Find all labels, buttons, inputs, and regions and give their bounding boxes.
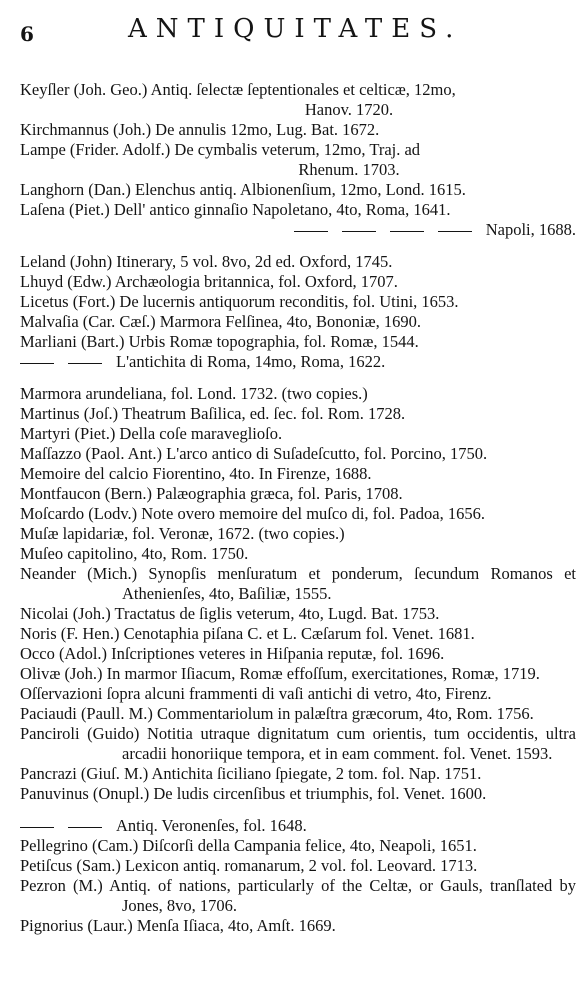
bibliography-entry: [20, 704, 576, 724]
bibliography-entry: [20, 252, 576, 272]
bibliography-entry: [20, 80, 576, 120]
entry-text: Oſſervazioni ſopra alcuni frammenti di vaſi antichi di vetro, 4to, Firenz.: [20, 684, 492, 703]
entry-text: Neander (Mich.) Synopſis menſuratum et ponderum, ſecundum Romanos et Athenienſes, 4to, Baſiliæ, 1555.: [20, 564, 576, 603]
running-title: ANTIQUITATES.: [128, 14, 463, 44]
entry-text: Montfaucon (Bern.) Palæographia græca, fol. Paris, 1708.: [20, 484, 403, 503]
bibliography-entry: [20, 312, 576, 332]
bibliography-entry: [20, 644, 576, 664]
entry-text: Martinus (Joſ.) Theatrum Baſilica, ed. ſec. fol. Rom. 1728.: [20, 404, 406, 423]
entry-text: Occo (Adol.) Inſcriptiones veteres in Hiſpania reputæ, fol. 1696.: [20, 644, 445, 663]
ditto-dash: [68, 363, 102, 364]
bibliography-entry: [20, 352, 576, 372]
entry-text: Panuvinus (Onupl.) De ludis circenſibus et triumphis, fol. Venet. 1600.: [20, 784, 487, 803]
bibliography-entry: [20, 856, 576, 876]
entry-text: Memoire del calcio Fiorentino, 4to. In Firenze, 1688.: [20, 464, 372, 483]
ditto-dash: [68, 827, 102, 828]
entry-text: Muſeo capitolino, 4to, Rom. 1750.: [20, 544, 249, 563]
bibliography-entry: [20, 200, 576, 220]
bibliography-entry: [20, 484, 576, 504]
entry-text: Licetus (Fort.) De lucernis antiquorum reconditis, fol. Utini, 1653.: [20, 292, 459, 311]
entry-text: Martyri (Piet.) Della coſe maraveglioſo.: [20, 424, 283, 443]
ditto-dash: [390, 231, 424, 232]
bibliography-entry: [20, 624, 576, 644]
entry-text: Moſcardo (Lodv.) Note overo memoire del muſco di, fol. Padoa, 1656.: [20, 504, 485, 523]
entry-text: Nicolai (Joh.) Tractatus de ſiglis veterum, 4to, Lugd. Bat. 1753.: [20, 604, 440, 623]
entry-text: Panciroli (Guido) Notitia utraque dignitatum cum orientis, tum occidentis, ultra arcadii honoriique tempora, et in eam comment. fol. Venet. 1593.: [20, 724, 576, 763]
bibliography-entry: [20, 816, 576, 836]
bibliography-entry: [20, 604, 576, 624]
entry-text: Kirchmannus (Joh.) De annulis 12mo, Lug. Bat. 1672.: [20, 120, 380, 139]
entry-text: Muſæ lapidariæ, fol. Veronæ, 1672. (two copies.): [20, 524, 345, 543]
entry-text: Olivæ (Joh.) In marmor Iſiacum, Romæ effoſſum, exercitationes, Romæ, 1719.: [20, 664, 540, 683]
bibliography-entry: [20, 332, 576, 352]
entry-text: Lhuyd (Edw.) Archæologia britannica, fol. Oxford, 1707.: [20, 272, 398, 291]
bibliography-entry: [20, 180, 576, 200]
bibliography-entry: [20, 764, 576, 784]
entry-text: Petiſcus (Sam.) Lexicon antiq. romanarum, 2 vol. fol. Leovard. 1713.: [20, 856, 478, 875]
entry-text: Paciaudi (Paull. M.) Commentariolum in palæſtra græcorum, 4to, Rom. 1756.: [20, 704, 534, 723]
page-header: [0, 14, 588, 54]
entry-text: Langhorn (Dan.) Elenchus antiq. Albionenſium, 12mo, Lond. 1615.: [20, 180, 466, 199]
entry-text: Marliani (Bart.) Urbis Romæ topographia, fol. Romæ, 1544.: [20, 332, 419, 351]
bibliography-entry: [20, 784, 576, 804]
entry-text: Pancrazi (Giuſ. M.) Antichita ſiciliano ſpiegate, 2 tom. fol. Nap. 1751.: [20, 764, 482, 783]
entry-text: Laſena (Piet.) Dell' antico ginnaſio Napoletano, 4to, Roma, 1641.: [20, 200, 451, 219]
entry-text: Noris (F. Hen.) Cenotaphia piſana C. et L. Cæſarum fol. Venet. 1681.: [20, 624, 475, 643]
entry-text: Lampe (Frider. Adolf.) De cymbalis veterum, 12mo, Traj. ad: [20, 140, 421, 159]
entry-text: Marmora arundeliana, fol. Lond. 1732. (two copies.): [20, 384, 368, 403]
bibliography-entry: [20, 916, 576, 936]
bibliography-entry: [20, 664, 576, 684]
bibliography-entry: [20, 272, 576, 292]
bibliography-entry: [20, 564, 576, 604]
bibliography-entry: [20, 836, 576, 856]
bibliography-entry: [20, 292, 576, 312]
bibliography-entry: [20, 464, 576, 484]
bibliography-entry: [20, 120, 576, 140]
bibliography-entry: [20, 504, 576, 524]
entry-continuation: Hanov. 1720.: [304, 100, 394, 119]
bibliography-entry: [20, 876, 576, 916]
bibliography-entry: [20, 220, 576, 240]
entry-text: Malvaſia (Car. Cæſ.) Marmora Felſinea, 4to, Bononiæ, 1690.: [20, 312, 421, 331]
bibliography-entry: [20, 684, 576, 704]
ditto-dash: [438, 231, 472, 232]
entry-text: Maſſazzo (Paol. Ant.) L'arco antico di Suſadeſcutto, fol. Porcino, 1750.: [20, 444, 488, 463]
bibliography-entry: [20, 424, 576, 444]
entry-text: Keyſler (Joh. Geo.) Antiq. ſelectæ ſeptentionales et celticæ, 12mo,: [20, 80, 456, 99]
bibliography-entry: [20, 384, 576, 404]
page-number: 6: [20, 22, 34, 46]
entry-text: Antiq. Veronenſes, fol. 1648.: [116, 816, 307, 835]
entry-continuation: Rhenum. 1703.: [298, 160, 400, 179]
entry-text: Leland (John) Itinerary, 5 vol. 8vo, 2d ed. Oxford, 1745.: [20, 252, 393, 271]
entry-text: Pignorius (Laur.) Menſa Iſiaca, 4to, Amſt. 1669.: [20, 916, 336, 935]
bibliography-entry: [20, 524, 576, 544]
ditto-dash: [342, 231, 376, 232]
ditto-dash: [20, 363, 54, 364]
bibliography-entry: [20, 404, 576, 424]
entry-text: L'antichita di Roma, 14mo, Roma, 1622.: [116, 352, 386, 371]
bibliography-entry: [20, 140, 576, 180]
entry-text: Pezron (M.) Antiq. of nations, particularly of the Celtæ, or Gauls, tranſlated by Jones, 8vo, 1706.: [20, 876, 576, 915]
bibliography-entry: [20, 444, 576, 464]
bibliography-list: [20, 80, 576, 936]
ditto-dash: [20, 827, 54, 828]
entry-text: Napoli, 1688.: [485, 220, 576, 239]
bibliography-entry: [20, 724, 576, 764]
ditto-dash: [294, 231, 328, 232]
bibliography-entry: [20, 544, 576, 564]
entry-text: Pellegrino (Cam.) Diſcorſi della Campania felice, 4to, Neapoli, 1651.: [20, 836, 477, 855]
